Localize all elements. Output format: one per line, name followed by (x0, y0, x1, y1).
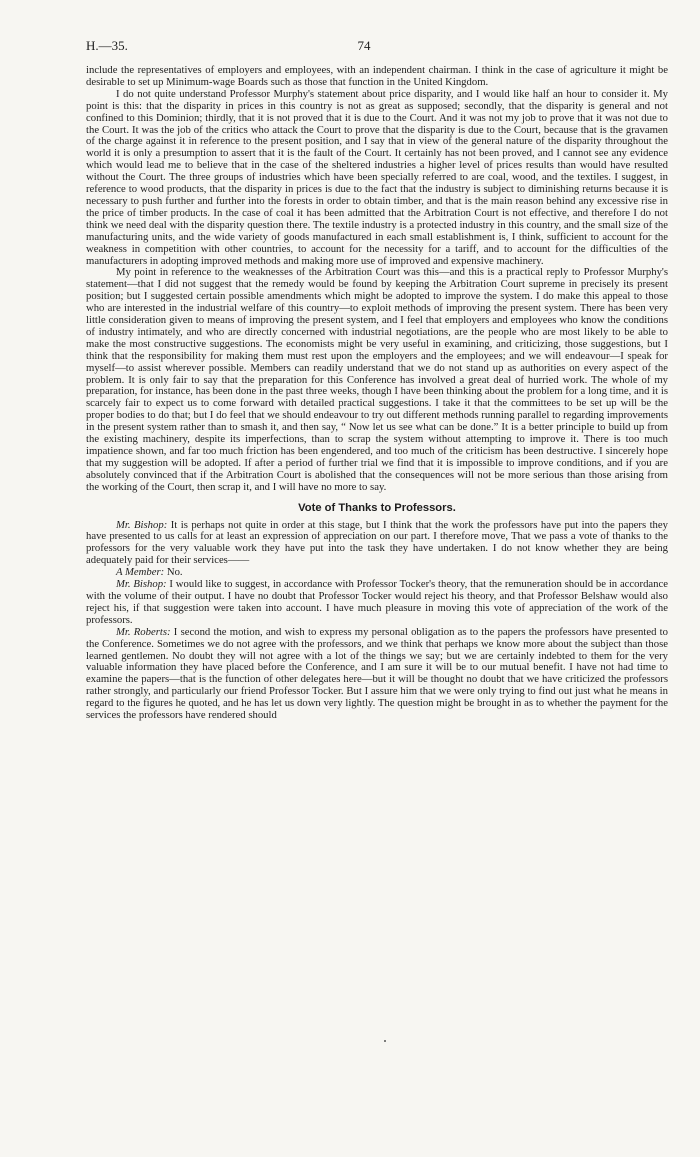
page-header (86, 38, 642, 54)
page-number: 74 (357, 38, 371, 53)
speech-text: No. (164, 566, 183, 579)
speaker-name: Mr. Bishop: (116, 518, 168, 531)
paragraph: I do not quite understand Professor Murphy's statement about price disparity, and I would like half an hour to consider it. My point is this: that the disparity in prices in this country is not as great as supposed; secondly, that the disparity is general and not confined to this Dominion; thirdly, that it is not proved that it is due to the Court. And it was not my job to prove that it was not due to the Court. It was the job of the critics who attack the Court to prove that the disparity is due to the Court, because that is the gravamen of the charge against it in reference to the present position, and I say that in view of the general nature of the disparity throughout the world it is only a presumption to assert that it is the fault of the Court. It certainly has not been proved, and I cannot see any evidence which would lead me to believe that in the case of the sheltered industries a higher level of prices results than would have resulted without the Court. The three groups of industries which have been specially referred to are coal, wood, and the textiles. I suggest, in reference to wood products, that the disparity in prices is due to the fact that the industry is subject to diminishing returns because it is necessary to push further and further into the forests in order to obtain timber, and that is the main reason behind any excessive rise in the price of timber products. In the case of coal it has been admitted that the Arbitration Court is not effective, and therefore I do not think we need deal with the disparity question there. The textile industry is a protected industry in this country, and the small size of the manufacturing units, and the wide variety of goods manufactured in each small establishment is, I think, sufficient to account for the weakness in competition with other countries, to account for the necessity for a tariff, and to account for the difficulties of the manufacturers in adopting improved methods and making more use of improved and expensive machinery. (86, 87, 668, 267)
paragraph: My point in reference to the weaknesses of the Arbitration Court was this—and this is a practical reply to Professor Murphy's statement—that I did not suggest that the remedy would be found by keeping the Arbitration Court supreme in precisely its present position; but I suggested certain possible amendments which might be adopted to improve the system. I do make this appeal to those who are interested in the industrial welfare of this country—to exploit methods of improving the present system. There has been very little consideration given to means of improving the present system, and I feel that employers and employees who know the conditions of industry intimately, and who are directly concerned with industrial negotiations, are the people who are most likely to be able to make the most constructive suggestions. The economists might be very useful in examining, and criticizing, those suggestions, but I think that the responsibility for making them must rest upon the employers and the employees; and we will endeavour—I speak for myself—to assist wherever possible. Members can readily understand that we do not stand up as authorities on every aspect of the problem. It is only fair to say that the preparation for this Conference has involved a great deal of hurried work. The whole of my preparation, for instance, has been done in the past three weeks, though I have been thinking about the problem for a long time, and it is scarcely fair to expect us to come forward with detailed practical suggestions. I take it that the committees to be set up will be the proper bodies to do that; but I do feel that we should endeavour to try out different methods running parallel to regarding improvements in the present system rather than to smash it, and then say, “ Now let us see what can be done.” It is a better principle to build up from the existing machinery, despite its imperfections, than to scrap the system without attempting to improve it. There is too much impatience shown, and far too much friction has been engendered, and too much of the criticism has been destructive. I sincerely hope that my suggestion will be adopted. If after a period of further trial we find that it is impossible to improve conditions, and if you are absolutely convinced that if the Arbitration Court is abolished that the consequences will not be more serious than those arising from the working of the Court, then scrap it, and I will have no more to say. (86, 266, 668, 493)
section-heading: Vote of Thanks to Professors. (298, 501, 456, 514)
speech-text: It is perhaps not quite in order at this stage, but I think that the work the professors have put into the papers they have presented to us calls for at least an expression of appreciation on our part. I therefore move, That we pass a vote of thanks to the professors for the very valuable work they have put into the task they have undertaken. I do not know whether they are being adequately paid for their services—— (86, 518, 668, 567)
speech-paragraph (86, 627, 668, 722)
document-reference: H.—35. (86, 38, 128, 53)
speech-paragraph (86, 579, 668, 627)
speaker-name: A Member: (116, 566, 165, 579)
print-speck (384, 1040, 386, 1042)
speech-text: I would like to suggest, in accordance with Professor Tocker's theory, that the remuneration should be in accordance with the volume of their output. I have no doubt that Professor Tocker would reject his theory, and that Professor Belshaw would also reject his, if that suggestion were taken into account. I have much pleasure in moving this vote of appreciation of the work of the professors. (86, 578, 668, 626)
speaker-name: Mr. Bishop: (116, 578, 167, 591)
speaker-name: Mr. Roberts: (116, 625, 171, 638)
body-text (86, 65, 668, 722)
speech-paragraph (86, 520, 668, 568)
speech-text: I second the motion, and wish to express my personal obligation as to the papers the professors have presented to the Conference. Sometimes we do not agree with the professors, and we think that perhaps we know more about the subject than those learned gentlemen. No doubt they will not agree with a lot of the things we say; but we are certainly indebted to them for the very valuable information they have placed before the Conference, and I am sure it will be to our mutual benefit. I have not had time to examine the papers—that is the function of other delegates here—but it will be thought no doubt that we have criticized the professors rather strongly, and particularly our friend Professor Tocker. But I assure him that we were only trying to find out just what he means in regard to the figures he quoted, and he has let us down very lightly. The question might be brought in as to whether the payment for the services the professors have rendered should (86, 625, 668, 722)
paragraph: include the representatives of employers and employees, with an independent chairman. I think in the case of agriculture it might be desirable to set up Minimum-wage Boards such as those that function in the United Kingdom. (86, 64, 668, 88)
